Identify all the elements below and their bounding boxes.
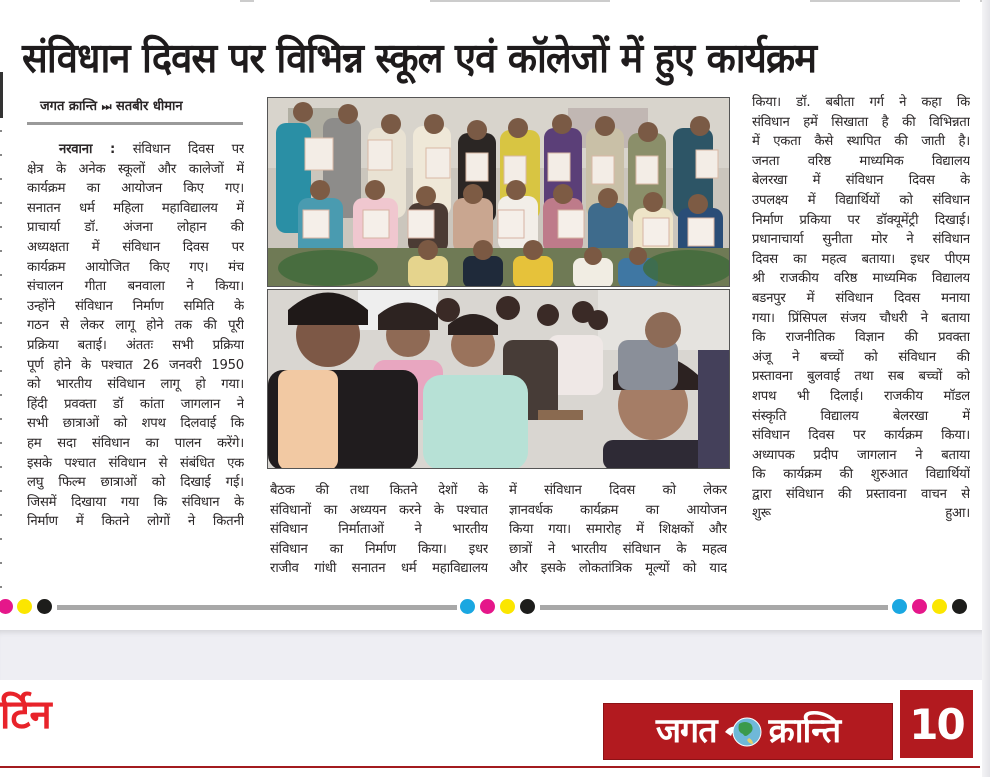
yellow-registration-dot bbox=[932, 599, 947, 614]
black-registration-dot bbox=[952, 599, 967, 614]
byline-publication: जगत क्रान्ति bbox=[40, 99, 98, 114]
page-edge-shadow bbox=[982, 0, 990, 777]
fast-forward-icon: ⏭ bbox=[101, 100, 112, 113]
article-text-line: सनातन धर्म महिला महाविद्यालय में bbox=[27, 200, 244, 216]
black-registration-dot bbox=[37, 599, 52, 614]
footer-rule-middle bbox=[540, 605, 888, 610]
next-page-section-title: र्टिन bbox=[0, 692, 51, 738]
article-text-line: संविधानों का अध्ययन करने के पश्चात bbox=[270, 502, 488, 518]
article-text-line: इसके पश्चात संविधान से संबंधित एक bbox=[27, 455, 244, 471]
article-text-line: में एकता कैसे स्थापित की जाती है। bbox=[752, 134, 970, 150]
article-text-line: बैठक की तथा कितने देशों के bbox=[270, 483, 488, 498]
classroom-photo-image bbox=[268, 290, 730, 469]
article-text-line: किया गया। समारोह में शिक्षकों और bbox=[509, 522, 727, 538]
article-text-line: बेलरखा में संविधान दिवस के bbox=[752, 173, 970, 189]
black-registration-dot bbox=[520, 599, 535, 614]
article-text-line: कि कार्यक्रम की शुरुआत विद्यार्थियों bbox=[752, 467, 970, 483]
article-text-line: संविधान का निर्माण किया। इधर bbox=[270, 541, 488, 557]
article-text-line: बडनपुर में संविधान दिवस मनाया bbox=[752, 290, 970, 306]
magenta-registration-dot bbox=[912, 599, 927, 614]
previous-text-remnant bbox=[0, 0, 990, 8]
article-text-line: संस्कृति विद्यालय बेलरखा में bbox=[752, 408, 970, 424]
margin-marks bbox=[0, 130, 2, 590]
article-column-2 bbox=[270, 481, 488, 579]
article-text-line: छात्रों ने भारतीय संविधान के महत्व bbox=[509, 541, 727, 557]
page-number: 10 bbox=[900, 690, 973, 758]
article-text-line: नरवाना : संविधान दिवस पर bbox=[59, 142, 244, 157]
globe-dove-icon bbox=[723, 712, 763, 752]
yellow-registration-dot bbox=[500, 599, 515, 614]
classroom-photo bbox=[267, 289, 730, 469]
article-text-line: राजीव गांधी सनातन धर्म महाविद्यालय bbox=[270, 561, 488, 577]
article-text-line: शपथ भी दिलाई। राजकीय मॉडल bbox=[752, 388, 970, 404]
article-text-line: अध्यापक प्रदीप जागलान ने बताया bbox=[752, 447, 970, 463]
article-text-line: हम सदा संविधान का पालन करेंगे। bbox=[27, 435, 244, 451]
page-gap bbox=[0, 630, 990, 680]
article-text-line: उपलक्ष्य में विद्यार्थियों को संविधान bbox=[752, 192, 970, 208]
article-text-line: ज्ञानवर्धक कार्यक्रम का आयोजन bbox=[509, 502, 727, 518]
masthead-left-text: जगत bbox=[655, 711, 717, 751]
article-headline: संविधान दिवस पर विभिन्न स्कूल एवं कॉलेजों में हुए कार्यक्रम bbox=[22, 34, 817, 82]
article-text-line: प्रक्रिया बताई। अंततः सभी प्रक्रिया bbox=[27, 337, 244, 353]
article-text-line: शुरू हुआ। bbox=[752, 506, 970, 522]
article-text-line: जनता वरिष्ठ माध्यमिक विद्यालय bbox=[752, 153, 970, 169]
article-text-line: द्वारा संविधान की प्रस्तावना वाचन से bbox=[752, 486, 970, 502]
byline bbox=[40, 96, 250, 114]
article-text-line: निर्माण प्रकिया पर डॉक्यूमेंट्री दिखाई। bbox=[752, 212, 970, 228]
article-text-line: अध्यक्षता में संविधान दिवस पर bbox=[27, 239, 244, 255]
masthead-right-text: क्रान्ति bbox=[768, 711, 841, 751]
article-text-line: क्षेत्र के अनेक स्कूलों और कालेजों में bbox=[27, 161, 244, 177]
article-text-line: कार्यक्रम का आयोजन किए गए। bbox=[27, 181, 244, 197]
cyan-registration-dot bbox=[892, 599, 907, 614]
byline-divider bbox=[27, 122, 243, 125]
article-text-line: प्रस्तावना बुलवाई तथा सब बच्चों को bbox=[752, 369, 970, 385]
article-text-line: गठन से लेकर लागू होने तक की पूरी bbox=[27, 318, 244, 334]
article-text-line: कार्यक्रम आयोजित किए गए। मंच bbox=[27, 259, 244, 275]
article-text-line: लघु फिल्म छात्राओं को दिखाई गई। bbox=[27, 475, 244, 491]
article-text-line: किया। डॉ. बबीता गर्ग ने कहा कि bbox=[752, 95, 970, 110]
article-text-line: उन्होंने संविधान निर्माण समिति के bbox=[27, 298, 244, 314]
article-text-line: निर्माण में कितने लोगों ने कितनी bbox=[27, 514, 244, 530]
yellow-registration-dot bbox=[17, 599, 32, 614]
article-text-line: हिंदी प्रवक्ता डॉ कांता जागलान ने bbox=[27, 396, 244, 412]
article-text-line: में संविधान दिवस को लेकर bbox=[509, 483, 727, 498]
article-text-line: पूर्ण होने के पश्चात 26 जनवरी 1950 bbox=[27, 357, 244, 373]
article-text-line: संविधान हमें सिखाता है की विभिन्नता bbox=[752, 114, 970, 130]
article-column-4 bbox=[752, 93, 970, 524]
cyan-registration-dot bbox=[460, 599, 475, 614]
article-text-line: कि राजनीतिक विज्ञान की प्रवक्ता bbox=[752, 330, 970, 346]
article-column-3 bbox=[509, 481, 727, 579]
byline-author: सतबीर धीमान bbox=[116, 99, 183, 114]
article-text-line: दिवस का महत्व बताया। इधर पीएम bbox=[752, 251, 970, 267]
article-text-line: जिसमें दिखाया गया कि संविधान के bbox=[27, 494, 244, 510]
article-text-line: सभी छात्राओं को शपथ दिलवाई कि bbox=[27, 416, 244, 432]
column-divider bbox=[0, 72, 3, 118]
article-text-line: श्री राजकीय वरिष्ठ माध्यमिक विद्यालय bbox=[752, 271, 970, 287]
group-photo-image bbox=[268, 98, 730, 287]
article-text-line: को भारतीय संविधान लागू हो गया। bbox=[27, 377, 244, 393]
article-text-line: अंजू ने बच्चों को संविधान की bbox=[752, 349, 970, 365]
newspaper-masthead bbox=[603, 703, 893, 760]
header-underline bbox=[0, 766, 980, 768]
group-photo bbox=[267, 97, 730, 287]
article-text-line: गया। प्रिंसिपल संजय चौधरी ने बताया bbox=[752, 310, 970, 326]
article-text-line: प्रधानाचार्या सुनीता मोर ने संविधान bbox=[752, 232, 970, 248]
article-text-line: और इसके लोकतांत्रिक मूल्यों को याद bbox=[509, 561, 727, 577]
footer-rule-left bbox=[57, 605, 457, 610]
magenta-registration-dot bbox=[0, 599, 13, 614]
article-column-1 bbox=[27, 140, 244, 532]
article-text-line: प्राचार्या डॉ. अंजना लोहान की bbox=[27, 220, 244, 236]
article-text-line: संविधान निर्माताओं ने भारतीय bbox=[270, 522, 488, 538]
article-text-line: संचालन गीता बनवाला ने किया। bbox=[27, 279, 244, 295]
article-text-line: संविधान दिवस पर कार्यक्रम किया। bbox=[752, 428, 970, 444]
magenta-registration-dot bbox=[480, 599, 495, 614]
